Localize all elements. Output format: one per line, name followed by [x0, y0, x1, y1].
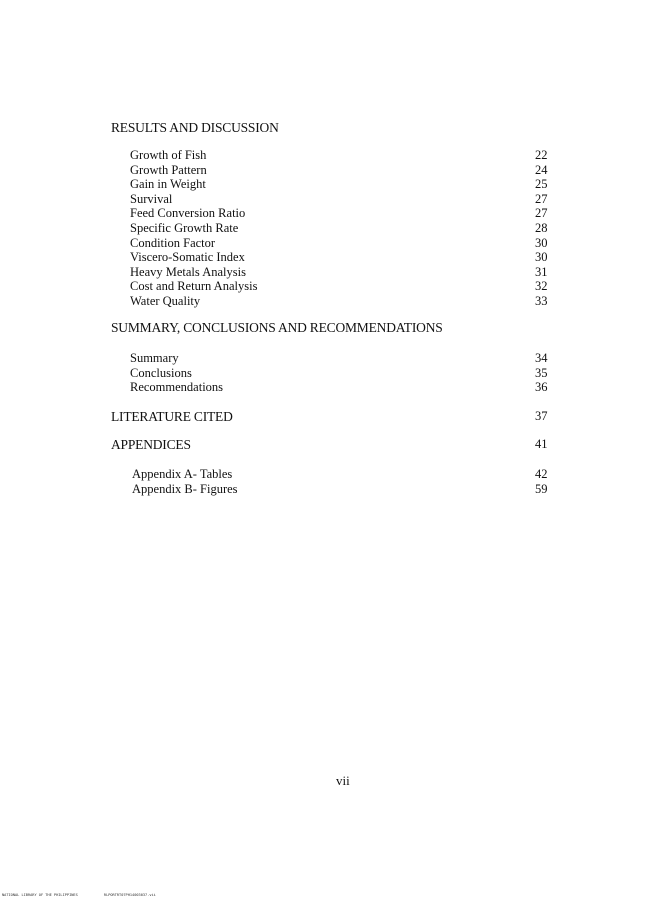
toc-entry-label: Specific Growth Rate — [130, 221, 239, 235]
toc-entry-page: 27 — [535, 206, 548, 221]
toc-entry-page: 32 — [535, 279, 548, 294]
toc-entry — [130, 294, 555, 309]
toc-entry — [130, 380, 555, 395]
scan-footer — [2, 893, 156, 897]
toc-entry — [130, 177, 555, 192]
toc-entry — [130, 192, 555, 207]
toc-entry-label: Water Quality — [130, 294, 201, 308]
toc-entry-page: 30 — [535, 250, 548, 265]
toc-entry-label: Summary — [130, 351, 179, 365]
toc-entry — [130, 221, 555, 236]
toc-entry — [132, 467, 555, 482]
toc-entry — [130, 351, 555, 366]
footer-library: NATIONAL LIBRARY OF THE PHILIPPINES — [2, 893, 78, 897]
toc-entry-label: Survival — [130, 191, 173, 206]
toc-entry-label: Cost and Return Analysis — [130, 279, 258, 294]
section-title-results: RESULTS AND DISCUSSION — [111, 120, 279, 135]
section-title-summary: SUMMARY, CONCLUSIONS AND RECOMMENDATIONS — [111, 320, 443, 335]
toc-entry — [130, 366, 555, 381]
toc-entry — [130, 250, 555, 265]
section-page-literature: 37 — [535, 409, 548, 423]
toc-entry-page: 35 — [535, 365, 548, 380]
toc-entry-page: 27 — [535, 191, 548, 206]
toc-entry-page: 36 — [535, 380, 548, 395]
toc-entry-page: 28 — [535, 221, 548, 235]
toc-entry-label: Viscero-Somatic Index — [130, 250, 245, 265]
toc-entry-label: Growth Pattern — [130, 162, 207, 177]
toc-entry-label: Gain in Weight — [130, 177, 206, 192]
toc-entry-page: 33 — [535, 294, 548, 308]
section-page-appendices: 41 — [535, 437, 548, 451]
toc-entry-page: 22 — [535, 148, 548, 162]
toc-entry — [130, 148, 555, 163]
toc-entry-page: 24 — [535, 162, 548, 177]
toc-entry-page: 42 — [535, 467, 548, 481]
section-title-appendices: APPENDICES — [111, 437, 191, 452]
toc-entry-label: Appendix B- Figures — [132, 482, 238, 496]
toc-entry-page: 31 — [535, 264, 548, 279]
toc-entry-label: Feed Conversion Ratio — [130, 206, 246, 221]
toc-entry-page: 59 — [535, 482, 548, 496]
toc-entry-label: Conclusions — [130, 365, 192, 380]
toc-entry-label: Appendix A- Tables — [132, 467, 233, 481]
toc-entry — [130, 279, 555, 294]
section-title-literature: LITERATURE CITED — [111, 409, 233, 424]
toc-entry-page: 34 — [535, 351, 548, 365]
toc-entry — [130, 206, 555, 221]
toc-entry-label: Condition Factor — [130, 235, 216, 250]
toc-entry-label: Growth of Fish — [130, 148, 207, 162]
toc-entry-label: Recommendations — [130, 380, 224, 395]
toc-entry — [130, 163, 555, 178]
footer-id: RLPORTRT07PH14003037.vii — [103, 893, 156, 897]
page-number: vii — [336, 773, 350, 788]
toc-entry — [132, 482, 555, 497]
toc-entry — [130, 265, 555, 280]
toc-entry — [130, 236, 555, 251]
toc-entry-page: 25 — [535, 177, 548, 192]
toc-entry-label: Heavy Metals Analysis — [130, 264, 246, 279]
toc-entry-page: 30 — [535, 235, 548, 250]
